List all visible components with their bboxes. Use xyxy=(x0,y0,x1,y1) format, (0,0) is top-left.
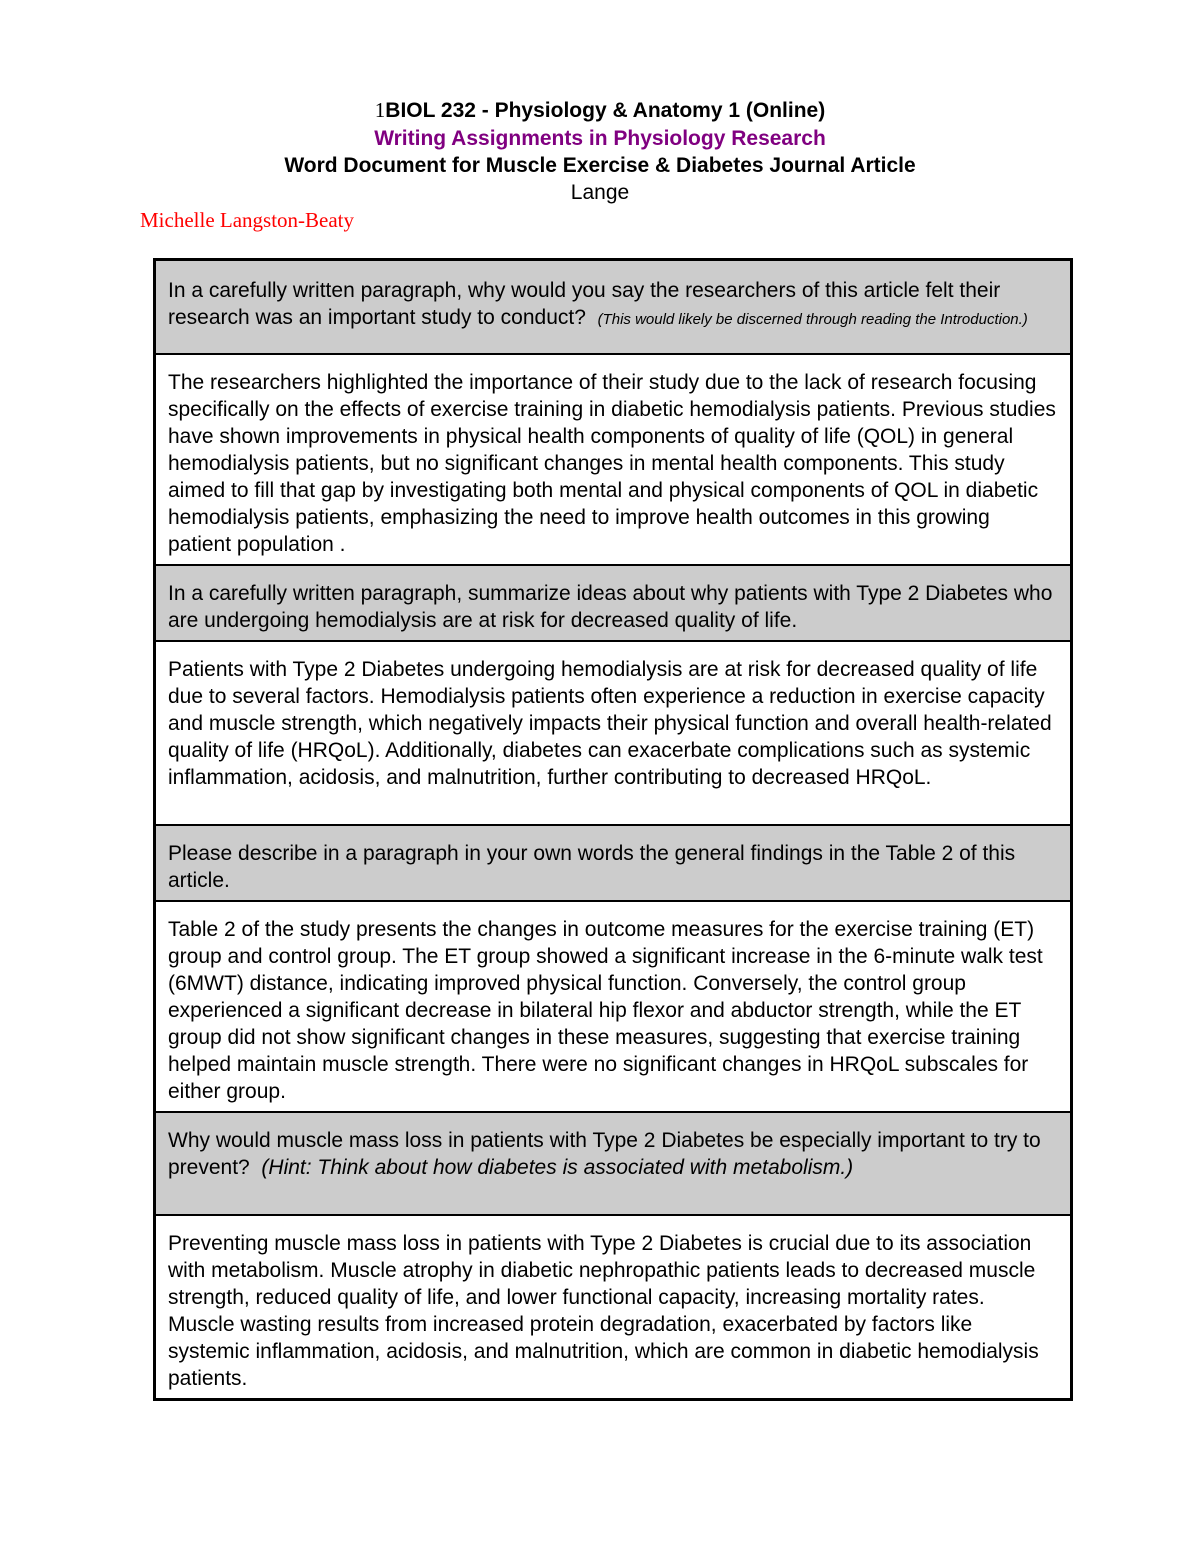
question-cell-1 xyxy=(155,260,1072,355)
student-name: Michelle Langston-Beaty xyxy=(140,208,355,232)
question-text-1: In a carefully written paragraph, why would you say the researchers of this article felt their research was an important study to conduct? xyxy=(168,279,1001,329)
question-row-3 xyxy=(155,825,1072,901)
instructor-name: Lange xyxy=(570,181,630,204)
course-title xyxy=(0,96,1200,125)
question-hint-1: (This would likely be discerned through reading the Introduction.) xyxy=(597,311,1028,328)
question-row-4 xyxy=(155,1112,1072,1215)
answer-row-1 xyxy=(155,354,1072,565)
answer-row-2 xyxy=(155,641,1072,825)
document-title: Word Document for Muscle Exercise & Diabetes Journal Article xyxy=(284,154,916,177)
footnote-number: 1 xyxy=(374,98,386,122)
answer-row-3 xyxy=(155,901,1072,1112)
question-row-2 xyxy=(155,565,1072,641)
answer-cell-1: The researchers highlighted the importance of their study due to the lack of research focusing specifically on the effects of exercise training in diabetic hemodialysis patients. Previous studies have shown improvements in physical health components of quality of life (QOL) in general hemodialysis patients, but no significant changes in mental health components. This study aimed to fill that gap by investigating both mental and physical components of QOL in diabetic hemodialysis patients, emphasizing the need to improve health outcomes in this growing patient population . xyxy=(155,354,1072,565)
question-row-1 xyxy=(155,260,1072,355)
answer-cell-4: Preventing muscle mass loss in patients with Type 2 Diabetes is crucial due to its association with metabolism. Muscle atrophy in diabetic nephropathic patients leads to decreased muscle strength, reduced quality of life, and lower functional capacity, increasing mortality rates. Muscle wasting results from increased protein degradation, exacerbated by factors like systemic inflammation, acidosis, and malnutrition, which are common in diabetic hemodialysis patients. xyxy=(155,1215,1072,1400)
question-hint-4: (Hint: Think about how diabetes is associated with metabolism.) xyxy=(261,1156,854,1179)
course-title-text: BIOL 232 - Physiology & Anatomy 1 (Online) xyxy=(385,99,826,122)
qa-table xyxy=(153,258,1073,1401)
answer-row-4 xyxy=(155,1215,1072,1400)
question-cell-2: In a carefully written paragraph, summarize ideas about why patients with Type 2 Diabetes who are undergoing hemodialysis are at risk for decreased quality of life. xyxy=(155,565,1072,641)
answer-cell-3: Table 2 of the study presents the changes in outcome measures for the exercise training (ET) group and control group. The ET group showed a significant increase in the 6-minute walk test (6MWT) distance, indicating improved physical function. Conversely, the control group experienced a significant decrease in bilateral hip flexor and abductor strength, while the ET group did not show significant changes in these measures, suggesting that exercise training helped maintain muscle strength. There were no significant changes in HRQoL subscales for either group. xyxy=(155,901,1072,1112)
assignment-subtitle: Writing Assignments in Physiology Research xyxy=(374,127,826,150)
document-header xyxy=(0,96,1200,206)
question-cell-3: Please describe in a paragraph in your own words the general findings in the Table 2 of this article. xyxy=(155,825,1072,901)
answer-cell-2 xyxy=(155,641,1072,825)
question-text-4: Why would muscle mass loss in patients with Type 2 Diabetes be especially important to try to prevent? xyxy=(168,1129,1041,1179)
question-cell-4 xyxy=(155,1112,1072,1215)
answer-text-2: Patients with Type 2 Diabetes undergoing hemodialysis are at risk for decreased quality of life due to several factors. Hemodialysis patients often experience a reduction in exercise capacity and muscle strength, which negatively impacts their physical function and overall health-related quality of life (HRQoL). Additionally, diabetes can exacerbate complications such as systemic inflammation, acidosis, and malnutrition, further contributing to decreased HRQoL. xyxy=(168,658,1052,789)
